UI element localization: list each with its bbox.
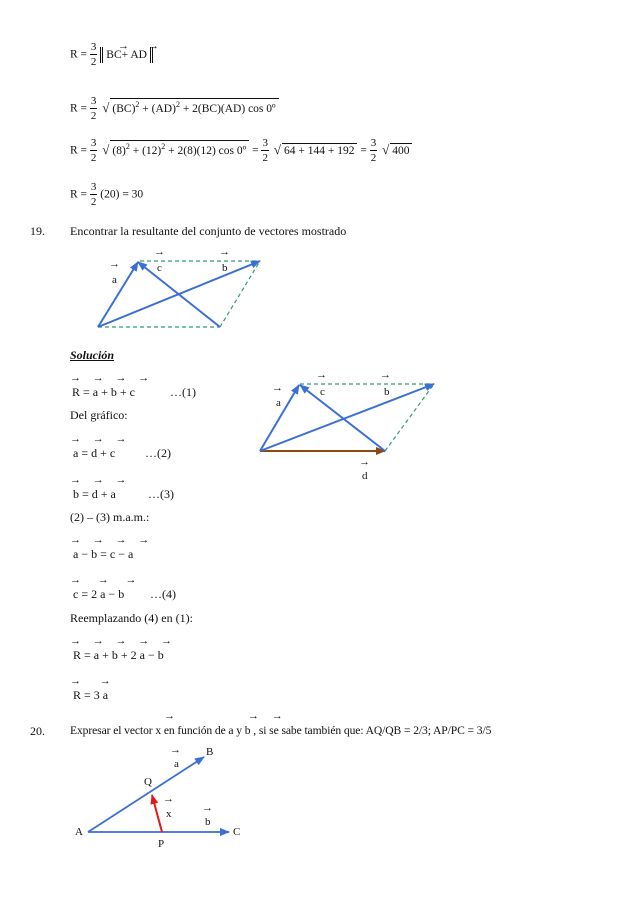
- eq3-equals-1: =: [252, 144, 259, 157]
- fig20-arrow-a: →: [170, 744, 181, 756]
- eq4-fraction: $\frac{3}{2}$: [90, 181, 97, 208]
- problem20-statement: Expresar el vector x en función de a y b , si se sabe también que: AQ/QB = 2/3; AP/PC = 3/5: [70, 724, 492, 737]
- fig20-label-A: A: [75, 826, 83, 838]
- eq1-arrow-bc: →: [118, 40, 129, 52]
- s1-arrows: → → → →: [70, 372, 150, 384]
- fig20-label-b: b: [205, 816, 211, 828]
- eq2-radicand: (BC)$^2$ + (AD)$^2$ + 2(BC)(AD) cos 0º: [110, 98, 278, 115]
- sqrt-icon: √: [102, 99, 110, 115]
- eq3-fraction-2: $\frac{3}{2}$: [262, 137, 268, 164]
- eq3-fraction: $\frac{3}{2}$: [90, 137, 97, 164]
- fig20-arrow-b: →: [202, 802, 213, 814]
- s2-arrows: → → →: [70, 433, 127, 445]
- eq1-fraction: $\frac{3}{2}$: [90, 41, 97, 68]
- fig19-label-c: c: [157, 262, 162, 274]
- eq1-norm: BC+ AD: [100, 47, 153, 63]
- fig19-vector-b: [98, 261, 260, 327]
- eq3-equals-2: =: [360, 144, 367, 157]
- s5-reference: …(4): [150, 587, 176, 601]
- s2-equation: a = d + c: [73, 446, 116, 460]
- s5-equation: c = 2 a − b: [73, 587, 125, 601]
- sqrt-icon: √: [273, 141, 281, 157]
- eq3-radicand-2: 64 + 144 + 192: [282, 143, 357, 157]
- eq2-fraction: $\frac{3}{2}$: [90, 95, 97, 122]
- fig19-label-a: a: [112, 274, 117, 286]
- fig19s-arrow-d: →: [359, 456, 370, 468]
- s4-arrows: → → → →: [70, 534, 150, 546]
- fig19s-arrow-c: →: [316, 369, 327, 381]
- problem20-number: 20.: [30, 724, 45, 738]
- fig19s-label-a: a: [276, 397, 281, 409]
- fig20-vector-a: [88, 757, 204, 832]
- fig20-label-C: C: [233, 826, 241, 838]
- eq3-lhs: R =: [70, 144, 88, 157]
- eq3-radicand-3: 400: [390, 143, 412, 157]
- s5-arrows: → → →: [70, 574, 137, 586]
- reemplazando-text: Reemplazando (4) en (1):: [70, 611, 193, 625]
- eq4-lhs: R =: [70, 188, 88, 201]
- p20-arrow-ab: → →: [248, 710, 283, 722]
- fig19-arrow-b: →: [219, 246, 230, 258]
- figure-19-solution-vectors: [260, 384, 434, 451]
- s1-equation: R = a + b + c: [72, 385, 135, 399]
- fig19s-label-c: c: [320, 386, 325, 398]
- s4-equation: a − b = c − a: [73, 547, 134, 561]
- fig20-arrow-x: →: [163, 793, 174, 805]
- s2-reference: …(2): [145, 446, 171, 460]
- p20-arrow-x: →: [164, 710, 175, 722]
- fig19-arrow-a: →: [109, 258, 120, 270]
- fig19s-vector-c: [300, 385, 385, 451]
- fig20-label-a: a: [174, 758, 179, 770]
- del-grafico: Del gráfico:: [70, 408, 128, 422]
- s7-arrows: → →: [70, 675, 111, 687]
- fig19s-label-d: d: [362, 470, 368, 482]
- s3-equation: b = d + a: [73, 487, 116, 501]
- mam-text: (2) – (3) m.a.m.:: [70, 510, 150, 524]
- fig19s-arrow-b: →: [380, 369, 391, 381]
- s7-equation: R = 3 a: [73, 688, 109, 702]
- fig19-vector-a: [98, 262, 138, 327]
- sqrt-icon: √: [102, 141, 110, 157]
- eq4-rhs: (20) = 30: [100, 188, 144, 201]
- s1-reference: …(1): [170, 385, 196, 399]
- s3-reference: …(3): [148, 487, 174, 501]
- eq1-arrow-ad: →: [148, 40, 159, 52]
- sqrt-icon: √: [382, 141, 390, 157]
- fig19s-label-b: b: [384, 386, 390, 398]
- eq2-lhs: R =: [70, 102, 88, 115]
- s3-arrows: → → →: [70, 474, 127, 486]
- solucion-title: Solución: [70, 348, 115, 362]
- s6-arrows: → → → → →: [70, 635, 172, 647]
- figure-19-vectors: [98, 261, 260, 327]
- eq3-fraction-3: $\frac{3}{2}$: [370, 137, 377, 164]
- fig19-arrow-c: →: [154, 246, 165, 258]
- fig20-label-B: B: [206, 746, 214, 758]
- fig19s-vector-a: [260, 385, 299, 451]
- fig20-label-P: P: [158, 838, 165, 850]
- fig20-label-x: x: [166, 808, 172, 820]
- fig19s-vector-b: [260, 384, 434, 451]
- s6-equation: R = a + b + 2 a − b: [73, 648, 164, 662]
- fig20-label-Q: Q: [144, 776, 152, 788]
- problem19-number: 19.: [30, 224, 45, 238]
- eq3-radicand-1: $(8)^2 + (12)^2 + 2(8)(12)$ cos 0º: [110, 140, 249, 157]
- fig19-label-b: b: [222, 262, 228, 274]
- eq1-lhs: R =: [70, 48, 88, 61]
- problem19-statement: Encontrar la resultante del conjunto de vectores mostrado: [70, 224, 347, 238]
- fig19s-arrow-a: →: [272, 382, 283, 394]
- fig20-vector-x: [152, 795, 162, 832]
